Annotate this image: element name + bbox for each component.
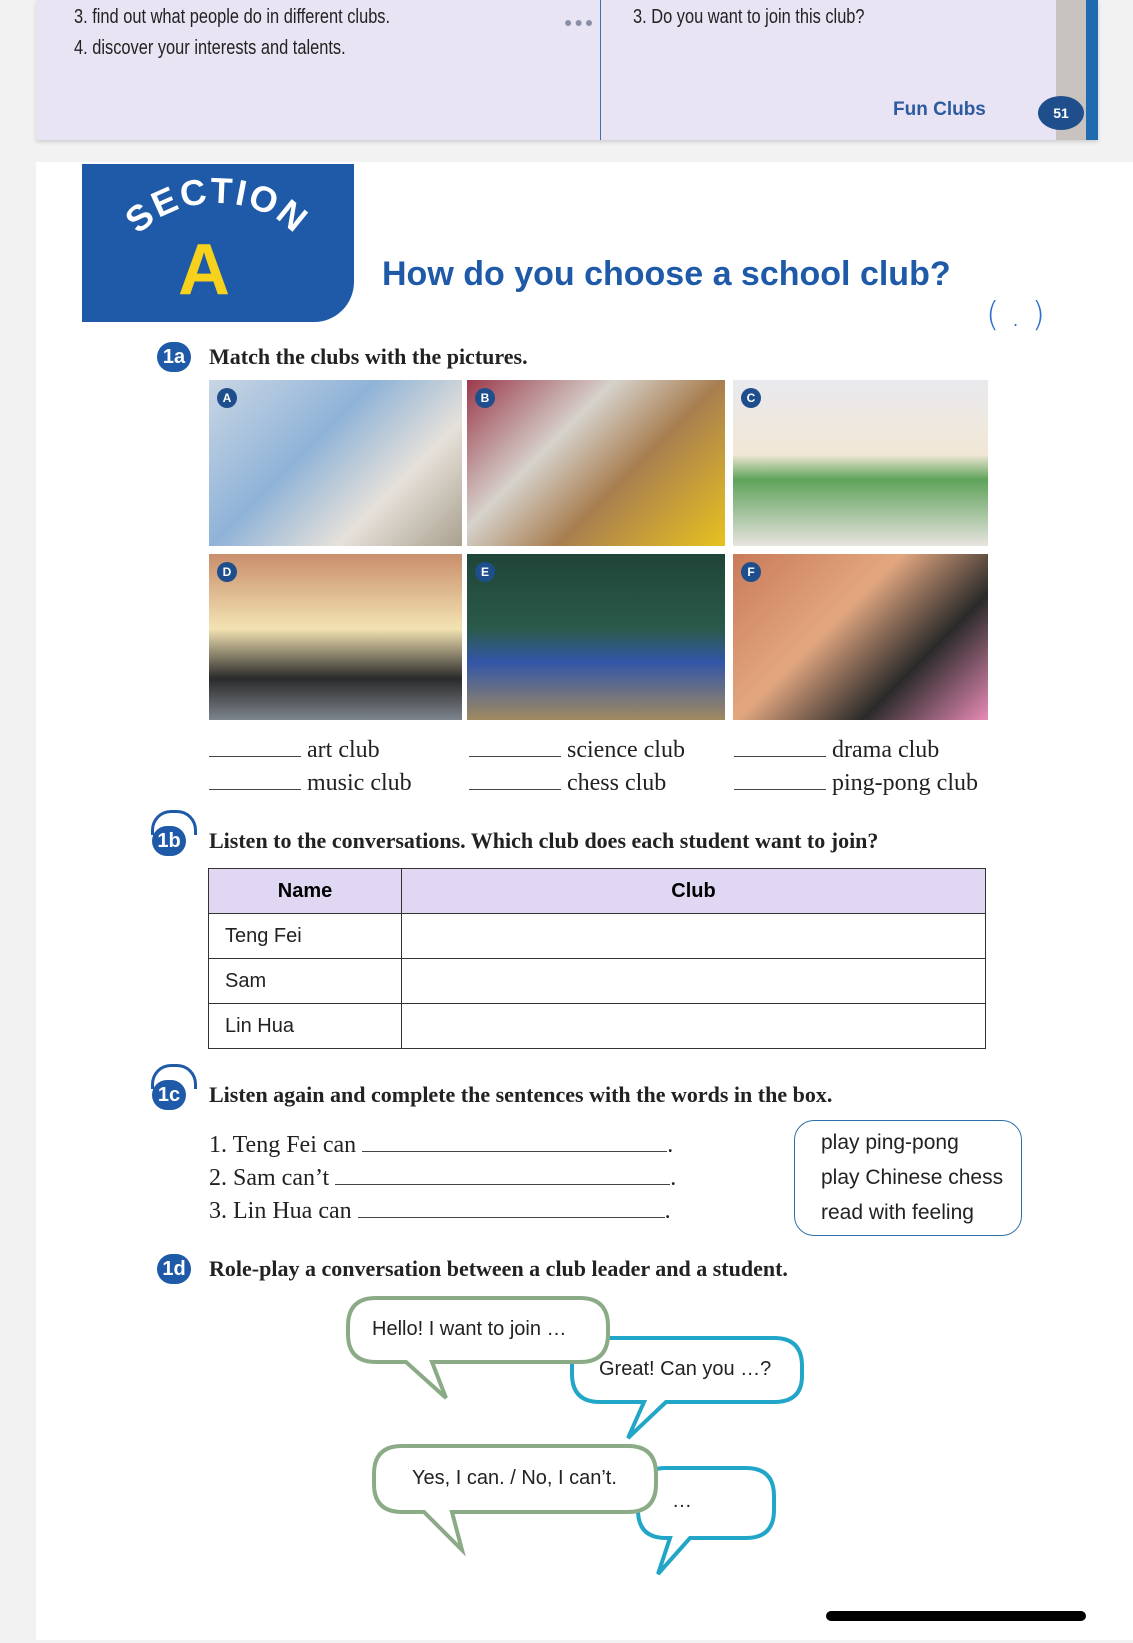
speech-bubbles [336,1288,896,1638]
section-letter: A [178,230,230,310]
handwritten-note: ( . ) [986,295,1045,335]
exercise-1c-instruction: Listen again and complete the sentences with the words in the box. [209,1082,833,1107]
prev-line: 3. Do you want to join this club? [633,6,865,28]
prev-line: 3. find out what people do in different clubs. [74,6,391,28]
word-option: read with feeling [821,1201,974,1224]
column-divider [600,0,601,140]
match-item-drama-club[interactable]: drama club [734,737,939,764]
student-name: Sam [209,959,402,1004]
match-item-ping-pong-club[interactable]: ping-pong club [734,770,978,797]
header-name: Name [209,869,402,914]
answer-blank[interactable] [734,742,826,757]
answer-blank[interactable] [209,742,301,757]
page-title: How do you choose a school club? [382,255,951,293]
exercise-badge-1a: 1a [157,342,191,372]
sentence-blank[interactable] [358,1199,665,1218]
speech-bubble-cyan [638,1468,774,1574]
dots-icon: ●●● [564,14,596,30]
bubble-text: Great! Can you …? [599,1358,772,1380]
answer-blank[interactable] [469,742,561,757]
exercise-1b-instruction: Listen to the conversations. Which club does each student want to join? [209,828,879,853]
answer-blank[interactable] [209,775,301,790]
match-item-chess-club[interactable]: chess club [469,770,666,797]
table-row [209,959,986,1004]
section-badge [82,164,354,322]
table-header-row [209,869,986,914]
page-number-badge: 51 [1038,96,1084,130]
club-answer-cell[interactable] [402,959,986,1004]
main-page [36,162,1133,1640]
footer-label: Fun Clubs [893,99,986,120]
answer-blank[interactable] [469,775,561,790]
sentence-2: 2. Sam can’t . [209,1165,677,1191]
word-option: play ping-pong [821,1131,959,1154]
club-answer-cell[interactable] [402,914,986,959]
prev-line: 4. discover your interests and talents. [74,37,346,59]
speech-bubble-green [374,1446,656,1550]
photo-music [209,554,462,720]
svg-text:SECTION: SECTION [117,169,317,241]
table-row [209,1004,986,1049]
word-option: play Chinese chess [821,1166,1004,1189]
page-edge-stripe [1086,0,1098,140]
club-answer-cell[interactable] [402,1004,986,1049]
photo-label: A [217,388,237,408]
photo-art [733,380,988,546]
bubble-text: Hello! I want to join … [372,1318,567,1340]
match-item-music-club[interactable]: music club [209,770,412,797]
match-item-science-club[interactable]: science club [469,737,685,764]
photo-label: D [217,562,237,582]
bubble-text: Yes, I can. / No, I can’t. [412,1467,617,1489]
exercise-1a-instruction: Match the clubs with the pictures. [209,344,528,369]
photo-science [209,380,462,546]
match-item-art-club[interactable]: art club [209,737,380,764]
sentence-blank[interactable] [362,1133,667,1152]
photo-drama [733,554,988,720]
bubble-text: … [672,1490,692,1512]
header-club: Club [402,869,986,914]
photo-label: F [741,562,761,582]
sentence-1: 1. Teng Fei can . [209,1132,674,1158]
photo-label: B [475,388,495,408]
photo-chess [467,380,725,546]
exercise-badge-1b: 1b [152,826,186,856]
scrollbar[interactable] [826,1611,1086,1621]
student-name: Teng Fei [209,914,402,959]
exercise-1d-instruction: Role-play a conversation between a club leader and a student. [209,1256,788,1281]
exercise-badge-1c: 1c [152,1080,186,1110]
photo-ping-pong [467,554,725,720]
word-box [794,1120,1022,1236]
speech-bubble-cyan [572,1338,802,1438]
club-table [208,868,986,1049]
photo-label: E [475,562,495,582]
exercise-badge-1d: 1d [157,1254,191,1284]
sentence-3: 3. Lin Hua can . [209,1198,671,1224]
photo-label: C [741,388,761,408]
previous-page [36,0,1098,140]
student-name: Lin Hua [209,1004,402,1049]
sentence-blank[interactable] [335,1166,670,1185]
answer-blank[interactable] [734,775,826,790]
speech-bubble-green [348,1298,608,1398]
table-row [209,914,986,959]
